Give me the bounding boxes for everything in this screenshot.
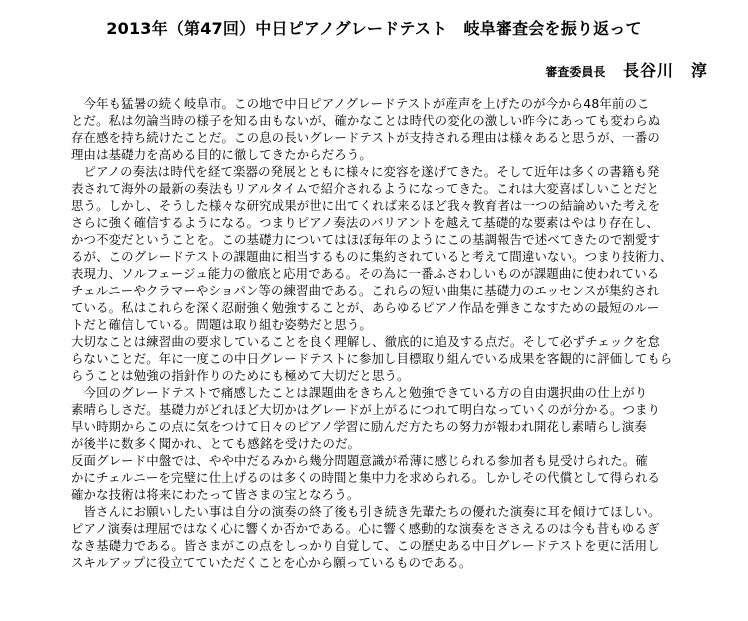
text-line: ピアノ演奏は理屈ではなく心に響くか否かである。心に響く感動的な演奏をささえるのは今も昔もゆるぎ	[71, 521, 660, 536]
text-line: 今回のグレードテストで痛感したことは課題曲をきちんと勉強できている方の自由選択曲の仕上がり	[71, 385, 648, 400]
body-text	[71, 95, 725, 571]
text-line: 早い時期からこの点に気をつけて日々のピアノ学習に励んだ方たちの努力が報われ開花し素晴らし演奏	[71, 419, 647, 434]
text-line: 理由は基礎力を高める目的に徹してきたからだろう。	[71, 147, 372, 162]
text-line: 思う。しかし、そうした様々な研究成果が世に出てくれば来るほど我々教育者は一つの結論めいた考えを	[71, 198, 661, 213]
text-line: 反面グレード中盤では、やや中だるみから幾分問題意識が希薄に感じられる参加者も見受けられた。確	[71, 453, 648, 468]
text-line: とだ。私は勿論当時の様子を知る由もないが、確かなことは時代の変化の激しい昨今にあっても変わらぬ	[71, 113, 661, 128]
text-line: ている。私はこれらを深く忍耐強く勉強することが、あらゆるピアノ作品を弾きこなすための最短のルー	[71, 300, 660, 315]
author-name: 長谷川 淳	[622, 61, 708, 80]
text-line: らうことは勉強の指針作りのためにも極めて大切だと思う。	[71, 368, 410, 383]
text-line: 表されて海外の最新の奏法もリアルタイムで紹介されるようになってきた。これは大変喜ばしいことだと	[71, 181, 660, 196]
text-line: 確かな技術は将来にわたって皆さまの宝となろう。	[71, 487, 360, 502]
text-line: トだと確信している。問題は取り組む姿勢だと思う。	[71, 317, 372, 332]
text-line: かにチェルニーを完璧に仕上げるのは多くの時間と集中力を求められる。しかしその代償として得られる	[71, 470, 661, 485]
author-role: 審査委員長	[545, 65, 606, 79]
author-byline	[545, 58, 708, 81]
text-line: 皆さんにお願いしたい事は自分の演奏の終了後も引き続き先輩たちの優れた演奏に耳を傾けてほしい。	[71, 504, 661, 519]
text-line: なき基礎力である。皆さまがこの点をしっかり自覚して、この歴史ある中日グレードテストを更に活用し	[71, 538, 660, 553]
text-line: チェルニーやクラマーやショパン等の練習曲である。これらの短い曲集に基礎力のエッセンスが集約され	[71, 283, 660, 298]
text-line: が後半に数多く聞かれ、とても感銘を受けたのだ。	[71, 436, 361, 451]
text-line: 今年も猛暑の続く岐阜市。この地で中日ピアノグレードテストが産声を上げたのが今から48年前のこ	[71, 96, 650, 111]
text-line: らないことだ。年に一度この中日グレードテストに参加し目標取り組んでいる成果を客観的に評価してもら	[71, 351, 673, 366]
text-line: スキルアップに役立てていただくことを心から願っているものである。	[71, 555, 472, 570]
document-title: 2013年（第47回）中日ピアノグレードテスト 岐阜審査会を振り返って	[106, 19, 642, 38]
text-line: 大切なことは練習曲の要求していることを良く理解し、徹底的に追及する点だ。そして必ずチェックを怠	[71, 334, 661, 349]
text-line: 表現力、ソルフェージュ能力の徹底と応用である。その為に一番ふさわしいものが課題曲に使われている	[71, 266, 660, 281]
text-line: 存在感を持ち続けたことだ。この息の長いグレードテストが支持される理由は様々あると思うが、一番の	[71, 130, 660, 145]
text-line: ピアノの奏法は時代を経て楽器の発展とともに様々に変容を遂げてきた。そして近年は多くの書籍も発	[71, 164, 660, 179]
text-line: 素晴らしさだ。基礎力がどれほど大切かはグレードが上がるにつれて明白なっていくのが分かる。つまり	[71, 402, 661, 417]
text-line: かつ不変だということを。この基礎力についてはほぼ毎年のようにこの基調報告で述べてきたので割愛す	[71, 232, 661, 247]
text-line: るが、このグレードテストの課題曲に相当するものに集約されていると考えて間違いない。つまり技術力、	[71, 249, 673, 264]
text-line: さらに強く確信するようになる。つまりピアノ奏法のバリアントを越えて基礎的な要素はやはり存在し、	[71, 215, 659, 230]
